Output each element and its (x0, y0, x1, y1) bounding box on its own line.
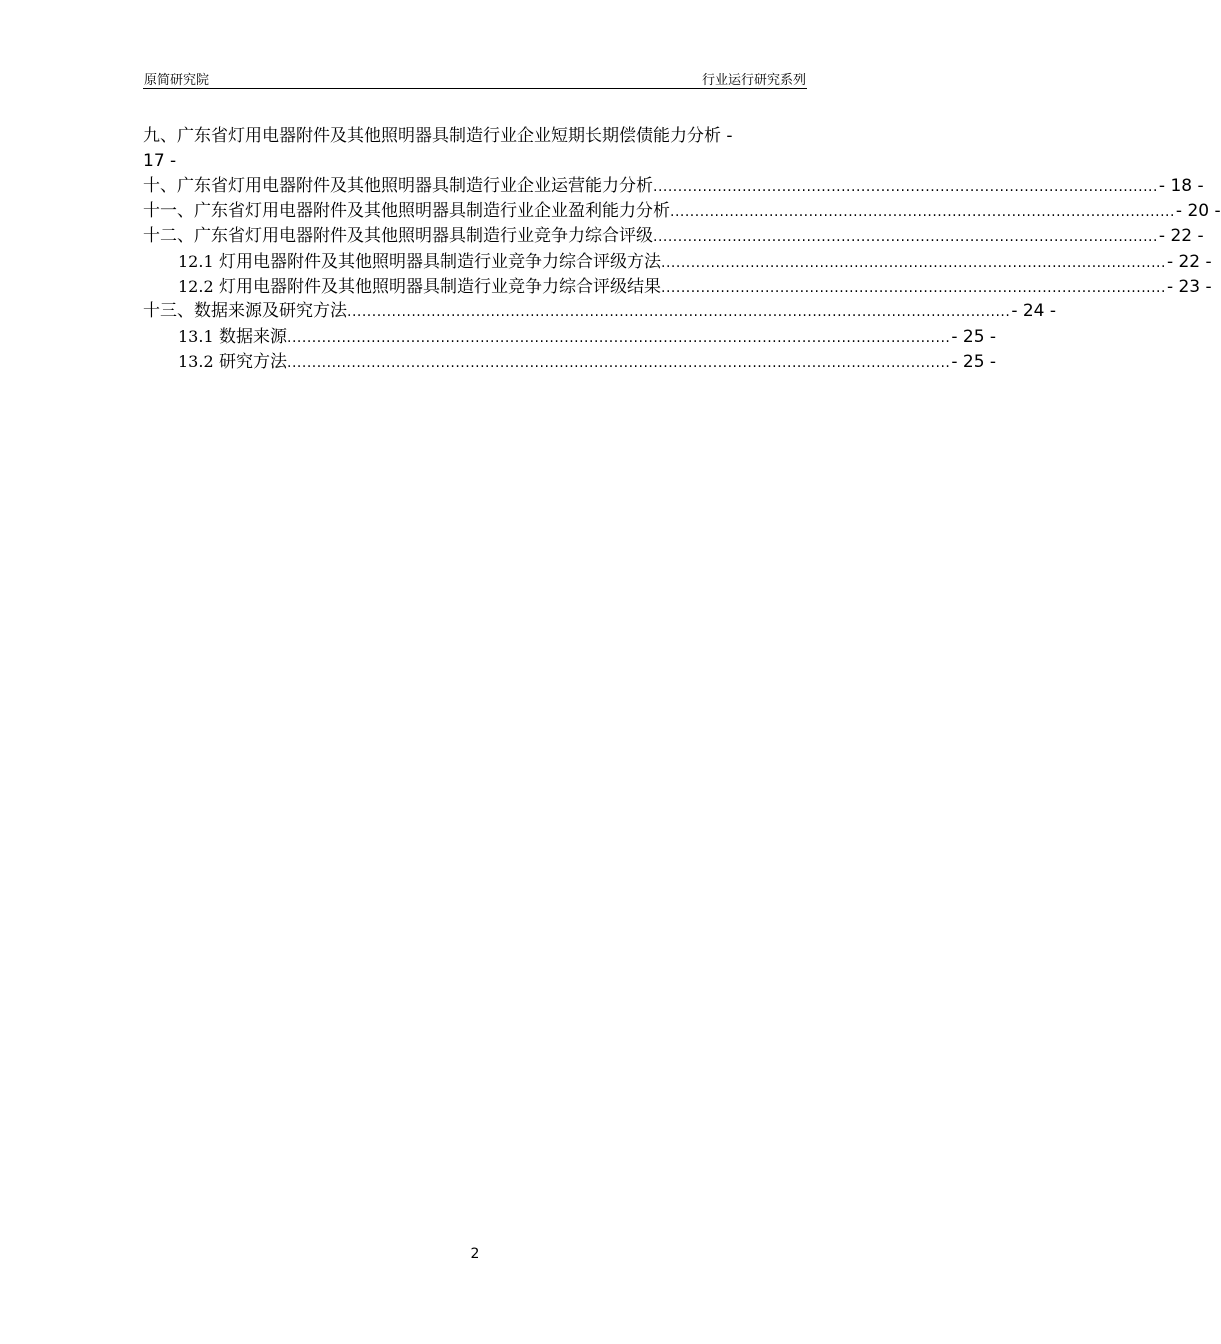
toc-entry-page: - 25 - (951, 327, 997, 347)
toc-leader-dots: ...................................................................................................... (653, 179, 1158, 195)
toc-entry-12-1[interactable] (143, 249, 1212, 274)
toc-entry-title: 数据来源 (219, 327, 288, 347)
page-number: 2 (470, 1246, 480, 1262)
toc-entry-9-line1: 九、广东省灯用电器附件及其他照明器具制造行业企业短期长期偿债能力分析 - (143, 126, 733, 146)
header-org-name: 原简研究院 (144, 73, 210, 88)
toc-entry-title: 灯用电器附件及其他照明器具制造行业竞争力综合评级结果 (219, 277, 662, 297)
toc-entry-12[interactable] (143, 224, 1204, 249)
header-series-name: 行业运行研究系列 (701, 73, 806, 88)
toc-entry-9[interactable] (143, 124, 807, 174)
toc-entry-page: - 22 - (1158, 226, 1204, 246)
toc-entry-page: - 18 - (1158, 176, 1204, 196)
toc-entry-page: - 23 - (1166, 277, 1212, 297)
toc-leader-dots: ...................................................................................................... (653, 229, 1158, 245)
toc-leader-dots: ...................................................................................................................................... (347, 304, 1011, 320)
toc-leader-dots: ...................................................................................................... (661, 280, 1166, 296)
toc-entry-page: - 22 - (1166, 252, 1212, 272)
toc-entry-13[interactable] (143, 299, 1057, 324)
toc-entry-number: 13.2 (178, 352, 214, 371)
toc-leader-dots: ...................................................................................................................................... (287, 330, 951, 346)
toc-leader-dots: ...................................................................................................................................... (287, 355, 951, 371)
toc-entry-title: 十三、数据来源及研究方法 (143, 301, 347, 321)
toc-entry-10[interactable] (143, 174, 1204, 199)
toc-entry-number: 12.2 (178, 277, 214, 296)
toc-entry-9-page: 17 - (143, 151, 177, 171)
toc-entry-13-2[interactable] (143, 349, 997, 374)
toc-entry-title: 十二、广东省灯用电器附件及其他照明器具制造行业竞争力综合评级 (143, 226, 653, 246)
toc-entry-number: 13.1 (178, 327, 214, 346)
toc-entry-title: 研究方法 (219, 352, 288, 372)
page-footer (0, 1246, 950, 1262)
toc-entry-13-1[interactable] (143, 324, 997, 349)
toc-leader-dots: ...................................................................................................... (670, 204, 1175, 220)
toc-entry-12-2[interactable] (143, 274, 1212, 299)
toc-entry-title: 十、广东省灯用电器附件及其他照明器具制造行业企业运营能力分析 (143, 176, 653, 196)
toc-entry-title: 灯用电器附件及其他照明器具制造行业竞争力综合评级方法 (219, 252, 662, 272)
toc-entry-title: 十一、广东省灯用电器附件及其他照明器具制造行业企业盈利能力分析 (143, 201, 670, 221)
toc-entry-number: 12.1 (178, 252, 214, 271)
toc-entry-page: - 20 - (1175, 201, 1221, 221)
page-header (143, 66, 807, 89)
table-of-contents (143, 124, 1221, 374)
toc-entry-11[interactable] (143, 199, 1221, 224)
toc-entry-page: - 25 - (951, 352, 997, 372)
toc-entry-page: - 24 - (1011, 301, 1057, 321)
toc-leader-dots: ...................................................................................................... (661, 255, 1166, 271)
